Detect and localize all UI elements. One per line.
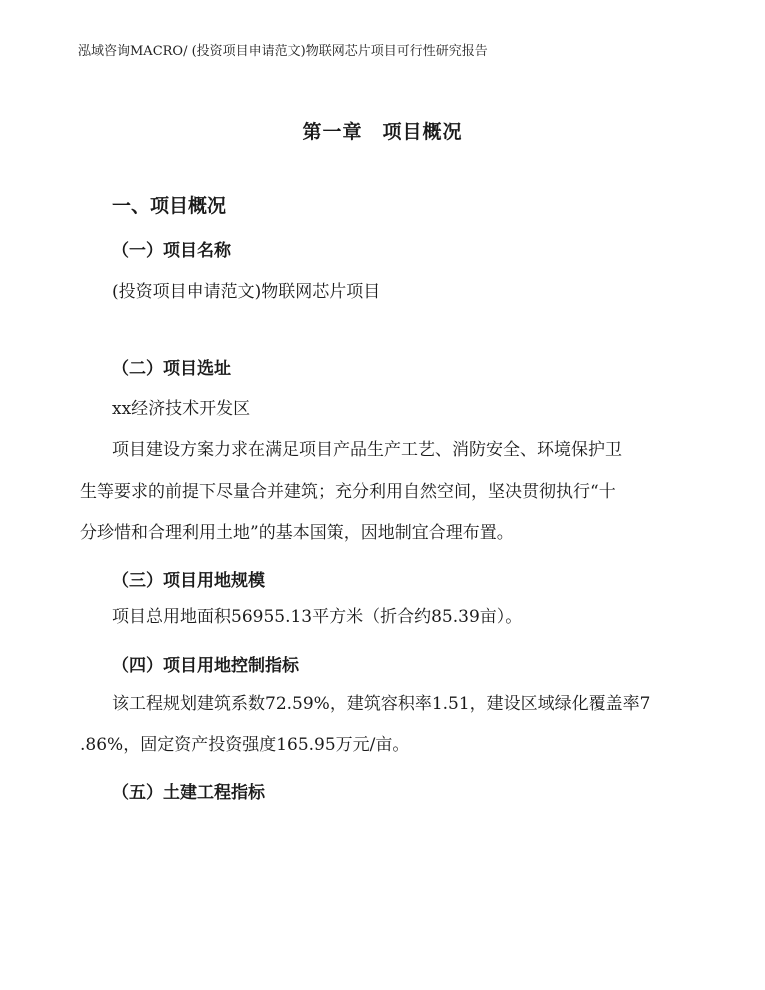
land-scale-text: 项目总用地面积56955.13平方米（折合约85.39亩）。 [112,607,523,627]
subheading-land-scale: （三）项目用地规模 [112,571,265,591]
paragraph-line: 项目建设方案力求在满足项目产品生产工艺、消防安全、环境保护卫 [112,440,622,460]
paragraph-line: 生等要求的前提下尽量合并建筑；充分利用自然空间，坚决贯彻执行“十 [80,482,616,502]
paragraph-line: 分珍惜和合理利用土地”的基本国策，因地制宜合理布置。 [80,523,514,543]
paragraph-line: .86%，固定资产投资强度165.95万元/亩。 [80,735,410,755]
subheading-project-name: （一）项目名称 [112,241,231,261]
project-location-text: xx经济技术开发区 [112,399,251,419]
running-header: 泓域咨询MACRO/ (投资项目申请范文)物联网芯片项目可行性研究报告 [78,44,488,59]
chapter-title: 第一章 项目概况 [302,121,463,143]
subheading-project-location: （二）项目选址 [112,359,231,379]
subheading-land-control-indicators: （四）项目用地控制指标 [112,656,299,676]
subheading-civil-engineering-indicators: （五）土建工程指标 [112,783,265,803]
project-name-text: (投资项目申请范文)物联网芯片项目 [112,282,381,302]
paragraph-line: 该工程规划建筑系数72.59%，建筑容积率1.51，建设区域绿化覆盖率7 [112,694,651,714]
section-heading-project-overview: 一、项目概况 [112,195,227,217]
